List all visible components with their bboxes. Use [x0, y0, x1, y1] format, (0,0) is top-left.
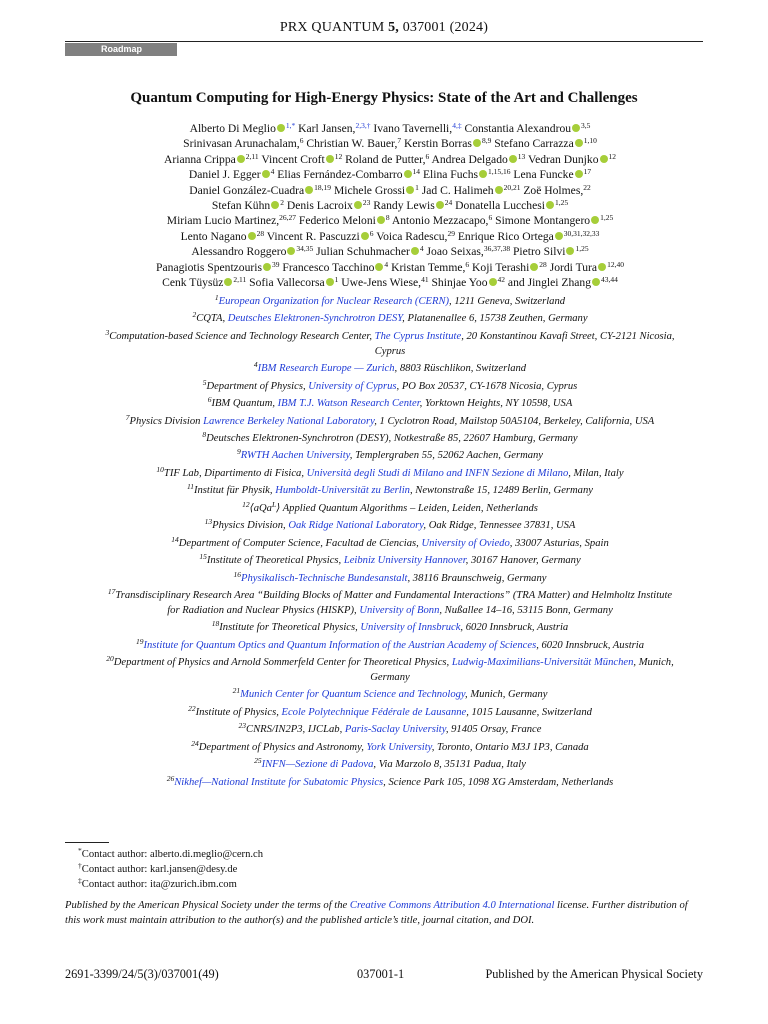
affiliation-marker: 2,11	[245, 151, 259, 161]
author-name: Francesco Tacchino	[279, 260, 375, 274]
affiliation-text: Department of Computer Science, Facultad de Ciencias,	[178, 537, 422, 549]
journal-header	[0, 20, 768, 36]
affiliation-text: Department of Physics,	[206, 380, 309, 392]
author-name: and Jinglei Zhang	[505, 276, 591, 290]
affiliation	[105, 738, 675, 756]
author-row	[90, 213, 690, 228]
footnote-mark: *	[78, 846, 82, 855]
author-row	[90, 183, 690, 198]
affiliation-text: Institut für Physik,	[193, 485, 276, 497]
orcid-icon[interactable]	[224, 278, 232, 286]
author-name: Koji Terashi	[469, 260, 530, 274]
affiliation-marker[interactable]: 2,3,†	[355, 121, 371, 130]
author-name: Srinivasan Arunachalam,	[183, 137, 300, 151]
affiliation-number: 21	[232, 686, 241, 696]
institution-link[interactable]: Università degli Studi di Milano and INFN Sezione di Milano	[306, 467, 569, 479]
affiliation-number: 2	[192, 310, 197, 320]
author-row	[90, 121, 690, 136]
author-row	[90, 198, 690, 213]
institution-link[interactable]: University of Bonn	[359, 604, 440, 616]
orcid-icon[interactable]	[489, 278, 497, 286]
orcid-icon[interactable]	[263, 263, 271, 271]
orcid-icon[interactable]	[404, 170, 412, 178]
author-name: Cenk Tüysüz	[162, 276, 224, 290]
author-name: Arianna Crippa	[163, 152, 236, 166]
author-row	[90, 229, 690, 244]
affiliation-marker: 2,11	[233, 275, 247, 285]
orcid-icon[interactable]	[361, 232, 369, 240]
institution-link[interactable]: Oak Ridge National Laboratory	[288, 520, 424, 532]
affiliation-number: 20	[106, 654, 114, 664]
affiliation-text: ⟨aQa	[249, 502, 272, 514]
affiliation-number: 26	[166, 773, 175, 783]
affiliation-text: , 1 Cyclotron Road, Mailstop 50A5104, Berkeley, California, USA	[374, 415, 655, 427]
author-name: Elina Fuchs	[420, 168, 479, 182]
affiliation-text: , 1015 Lausanne, Switzerland	[466, 706, 592, 718]
orcid-icon[interactable]	[436, 201, 444, 209]
affiliation-marker: 12	[608, 151, 616, 161]
affiliation-number: 18	[211, 619, 220, 629]
orcid-icon[interactable]	[530, 263, 538, 271]
affiliation-list	[105, 295, 675, 790]
affiliation-number: 9	[236, 447, 241, 457]
orcid-icon[interactable]	[591, 216, 599, 224]
affiliation-text: Department of Physics and Arnold Sommerfeld Center for Theoretical Physics,	[113, 657, 452, 669]
affiliation	[105, 688, 675, 703]
affiliation-number: 13	[204, 517, 213, 527]
orcid-icon[interactable]	[377, 216, 385, 224]
orcid-icon[interactable]	[575, 170, 583, 178]
affiliation-marker: 23	[362, 198, 371, 208]
affiliation-text: , 91405 Orsay, France	[445, 724, 542, 736]
affiliation-marker: 1	[334, 275, 339, 285]
orcid-icon[interactable]	[479, 170, 487, 178]
affiliation-marker: 26,27	[279, 213, 297, 223]
affiliation-marker: 3,5	[581, 121, 591, 130]
affiliation-number: 5	[202, 377, 207, 387]
affiliation	[105, 773, 675, 791]
affiliation-marker: 4	[419, 244, 424, 254]
footer-issn: 2691-3399/24/5(3)/037001(49)	[65, 967, 219, 981]
author-name: Miriam Lucio Martinez,	[166, 214, 280, 228]
orcid-icon[interactable]	[277, 124, 285, 132]
affiliation	[105, 636, 675, 654]
affiliation-number: 11	[187, 482, 194, 492]
section-tag: Roadmap	[65, 43, 177, 56]
affiliation-number: 8	[202, 429, 207, 439]
affiliation-text: , 8803 Rüschlikon, Switzerland	[394, 363, 527, 375]
author-name: Daniel J. Egger	[188, 168, 261, 182]
author-name: Vedran Dunjko	[525, 152, 599, 166]
affiliation-marker: 39	[272, 259, 280, 269]
journal-volume: 5,	[388, 20, 399, 35]
affiliation-marker: 8	[385, 213, 390, 223]
affiliation-number: 14	[171, 534, 179, 544]
author-name: Lena Funcke	[510, 168, 574, 182]
affiliation	[105, 362, 675, 377]
author-name: Karl Jansen,	[295, 122, 356, 135]
footnote-mark: †	[78, 860, 82, 870]
affiliation-text: Computation-based Science and Technology Research Center,	[109, 330, 375, 342]
header-rule	[65, 41, 703, 42]
affiliation-number: 1	[214, 293, 219, 302]
affiliation-marker: 1,15,16	[488, 167, 511, 177]
author-name: Pietro Silvi	[510, 245, 566, 259]
affiliation-text: TIF Lab, Dipartimento di Fisica,	[163, 467, 307, 479]
orcid-icon[interactable]	[305, 186, 313, 194]
institution-link[interactable]: The Cyprus Institute	[374, 330, 462, 342]
affiliation	[105, 377, 675, 395]
author-name: Panagiotis Spentzouris	[156, 260, 262, 274]
institution-link[interactable]: Leibniz University Hannover	[343, 555, 466, 567]
affiliation-number: 7	[125, 412, 130, 422]
affiliation-marker: 4	[384, 259, 389, 269]
affiliation-text: , Templergraben 55, 52062 Aachen, Germany	[349, 450, 544, 462]
affiliation	[105, 723, 675, 738]
affiliation-text: , Milan, Italy	[568, 467, 624, 479]
affiliation-text: , Oak Ridge, Tennessee 37831, USA	[423, 520, 576, 532]
author-name: Shinjae Yoo	[428, 276, 488, 290]
orcid-icon[interactable]	[575, 139, 583, 147]
affiliation-marker: 6	[425, 151, 430, 161]
affiliation-text: , Newtonstraße 15, 12489 Berlin, Germany	[409, 485, 593, 497]
institution-link[interactable]: Munich Center for Quantum Science and Technology	[240, 689, 466, 701]
affiliation-marker: 1,25	[575, 244, 589, 254]
affiliation-marker: 29	[447, 228, 455, 238]
author-row	[90, 167, 690, 182]
affiliation	[105, 484, 675, 499]
affiliation-text: , 33007 Asturias, Spain	[509, 537, 609, 549]
affiliation-number: 6	[207, 395, 212, 405]
footer-page-number: 037001-1	[357, 967, 405, 981]
author-name: Alberto Di Meglio	[189, 122, 276, 135]
affiliation-text: , Munich, Germany	[370, 657, 674, 683]
affiliation-number: 12	[242, 499, 250, 509]
orcid-icon[interactable]	[600, 155, 608, 163]
author-row	[90, 244, 690, 259]
orcid-icon[interactable]	[237, 155, 245, 163]
author-name: Constantia Alexandrou	[461, 122, 572, 135]
affiliation-marker: 30,31,32,33	[563, 228, 600, 238]
author-name: Donatella Lucchesi	[452, 199, 545, 213]
affiliation-marker: 34,35	[296, 244, 314, 254]
institution-link[interactable]: Lawrence Berkeley National Laboratory	[203, 415, 375, 427]
author-name: Uwe-Jens Wiese,	[338, 276, 422, 290]
institution-link[interactable]: Physikalisch-Technische Bundesanstalt	[241, 572, 408, 584]
affiliation-text: , Munich, Germany	[465, 689, 548, 701]
affiliation-marker: 13	[517, 151, 526, 161]
author-name: Kerstin Borras	[401, 137, 472, 151]
footnotes	[78, 848, 263, 892]
institution-link[interactable]: Institute for Quantum Optics and Quantum Information of the Austrian Academy of Sciences	[143, 639, 537, 651]
affiliation-marker: 24	[444, 198, 453, 208]
affiliation-text: Physics Division,	[212, 520, 289, 532]
affiliation-text: , 38116 Braunschweig, Germany	[407, 572, 547, 584]
footnote-mark: ‡	[78, 875, 82, 885]
author-name: Roland de Putter,	[342, 152, 426, 166]
orcid-icon[interactable]	[326, 278, 334, 286]
footnote-text: Contact author: karl.jansen@desy.de	[81, 863, 238, 875]
orcid-icon[interactable]	[326, 155, 334, 163]
affiliation-number: 15	[199, 552, 207, 562]
author-name: Sofia Vallecorsa	[246, 276, 325, 290]
affiliation-number: 19	[135, 636, 144, 646]
affiliation-text: , Yorktown Heights, NY 10598, USA	[419, 398, 573, 410]
orcid-icon[interactable]	[598, 263, 606, 271]
affiliation	[105, 312, 675, 327]
affiliation-number: 23	[238, 721, 247, 731]
institution-link[interactable]: University of Cyprus	[308, 380, 397, 392]
affiliation	[105, 412, 675, 430]
affiliation-marker: 14	[412, 167, 421, 177]
affiliation-marker: 28	[256, 228, 265, 238]
author-name: Zoë Holmes,	[520, 183, 584, 197]
affiliation-text: ⟩ Applied Quantum Algorithms – Leiden, Leiden, Netherlands	[276, 502, 538, 514]
orcid-icon[interactable]	[546, 201, 554, 209]
orcid-icon[interactable]	[406, 186, 414, 194]
author-row	[90, 136, 690, 151]
author-name: Michele Grossi	[331, 183, 406, 197]
affiliation	[105, 499, 675, 517]
affiliation-text: , Platanenallee 6, 15738 Zeuthen, Germany	[402, 313, 588, 325]
license-link[interactable]: Creative Commons Attribution 4.0 International	[349, 900, 555, 911]
journal-article: 037001 (2024)	[402, 20, 489, 35]
license-statement	[65, 898, 705, 928]
institution-link[interactable]: University of Innsbruck	[360, 622, 461, 634]
orcid-icon[interactable]	[411, 247, 419, 255]
author-name: Lento Nagano	[180, 229, 247, 243]
author-list	[90, 121, 690, 290]
affiliation-text: , Toronto, Ontario M3J 1P3, Canada	[431, 741, 589, 753]
author-name: Elias Fernández-Combarro	[274, 168, 403, 182]
orcid-icon[interactable]	[473, 139, 481, 147]
affiliation-number: 3	[105, 327, 110, 337]
affiliation-text: CNRS/IN2P3, IJCLab,	[246, 724, 345, 736]
institution-link[interactable]: IBM T.J. Watson Research Center	[277, 398, 420, 410]
affiliation-marker: 41	[421, 275, 429, 285]
footnote	[78, 860, 263, 878]
affiliation-text: , PO Box 20537, CY-1678 Nicosia, Cyprus	[396, 380, 578, 392]
affiliation-marker: 22	[583, 182, 591, 192]
affiliation-marker: 42	[497, 275, 506, 285]
affiliation-number: 10	[156, 464, 164, 474]
affiliation-text: CQTA,	[196, 313, 228, 325]
orcid-icon[interactable]	[509, 155, 517, 163]
affiliation-marker: 20,21	[503, 182, 521, 192]
affiliation-marker: 2	[280, 198, 284, 208]
author-name: Julian Schuhmacher	[313, 245, 410, 259]
orcid-icon[interactable]	[495, 186, 503, 194]
orcid-icon[interactable]	[555, 232, 563, 240]
affiliation-text: Physics Division	[129, 415, 204, 427]
affiliation-number: 24	[191, 738, 199, 748]
affiliation	[105, 397, 675, 412]
affiliation-marker: 28	[539, 259, 547, 269]
institution-link[interactable]: Ecole Polytechnique Fédérale de Lausanne	[281, 706, 467, 718]
footnote	[78, 848, 263, 863]
affiliation-text: , Nußallee 14–16, 53115 Bonn, Germany	[439, 604, 613, 616]
affiliation-text: , 1211 Geneva, Switzerland	[449, 296, 566, 307]
affiliation-text: Department of Physics and Astronomy,	[198, 741, 367, 753]
author-name: Jad C. Halimeh	[418, 183, 494, 197]
institution-link[interactable]: European Organization for Nuclear Research (CERN)	[218, 296, 450, 307]
affiliation-marker: 4	[270, 167, 275, 177]
author-row	[90, 275, 690, 290]
institution-link[interactable]: Humboldt-Universität zu Berlin	[275, 485, 410, 497]
license-text-after: license. Further distribution of this work must maintain attribution to the author(s) and the published article’s title, journal citation, and DOI.	[65, 900, 688, 926]
affiliation-marker: 6	[488, 213, 493, 223]
affiliation-marker: 7	[397, 136, 402, 146]
orcid-icon[interactable]	[271, 201, 279, 209]
institution-link[interactable]: Nikhef—National Institute for Subatomic Physics	[174, 776, 384, 788]
affiliation-marker: 1,25	[600, 213, 614, 223]
author-name: Stefano Carrazza	[491, 137, 574, 151]
affiliation	[105, 621, 675, 636]
institution-link[interactable]: INFN—Sezione di Padova	[261, 759, 374, 771]
affiliation-text: , Via Marzolo 8, 35131 Padua, Italy	[373, 759, 526, 771]
license-text-before: Published by the American Physical Society under the terms of the	[65, 900, 350, 911]
affiliation-marker: 1	[415, 182, 419, 192]
affiliation-number: 17	[107, 587, 116, 597]
affiliation	[105, 449, 675, 464]
orcid-icon[interactable]	[287, 247, 295, 255]
author-name: Daniel González-Cuadra	[189, 183, 305, 197]
institution-link[interactable]: Paris-Saclay University	[344, 724, 446, 736]
affiliation	[105, 589, 675, 618]
author-name: Antonio Mezzacapo,	[389, 214, 489, 228]
author-name: Randy Lewis	[370, 199, 435, 213]
paper-title: Quantum Computing for High-Energy Physics: State of the Art and Challenges	[130, 90, 638, 106]
affiliation-marker: 43,44	[601, 275, 618, 285]
affiliation	[105, 429, 675, 447]
author-name: Jordi Tura	[546, 260, 598, 274]
author-name: Ivano Tavernelli,	[370, 122, 453, 135]
orcid-icon[interactable]	[375, 263, 383, 271]
affiliation-marker: 36,37,38	[483, 244, 511, 254]
institution-link[interactable]: Deutsches Elektronen-Synchrotron DESY	[227, 313, 403, 325]
author-row	[90, 152, 690, 167]
author-name: Simone Montangero	[492, 214, 591, 228]
author-row	[90, 260, 690, 275]
author-name: Andrea Delgado	[429, 152, 508, 166]
orcid-icon[interactable]	[572, 124, 580, 132]
journal-name: PRX QUANTUM	[279, 20, 385, 35]
author-name: Vincent Croft	[258, 152, 325, 166]
author-name: Vincent R. Pascuzzi	[264, 229, 360, 243]
affiliation-marker: 6	[465, 259, 470, 269]
orcid-icon[interactable]	[592, 278, 600, 286]
affiliation-marker[interactable]: 1,*	[285, 121, 296, 130]
footnote-text: Contact author: alberto.di.meglio@cern.ch	[81, 849, 264, 860]
affiliation-number: 16	[233, 569, 242, 579]
affiliation	[105, 519, 675, 534]
orcid-icon[interactable]	[248, 232, 256, 240]
affiliation-marker: 8,9	[481, 136, 492, 146]
affiliation	[105, 703, 675, 721]
footnote-rule	[65, 842, 109, 843]
affiliation	[105, 758, 675, 773]
affiliation-text: Institute of Physics,	[195, 706, 282, 718]
affiliation-marker: 17	[583, 167, 592, 177]
institution-link[interactable]: RWTH Aachen University	[240, 450, 350, 462]
orcid-icon[interactable]	[566, 247, 574, 255]
institution-link[interactable]: York University	[366, 741, 432, 753]
author-name: Denis Lacroix	[283, 199, 353, 213]
affiliation-number: 22	[188, 703, 196, 713]
footer-publisher: Published by the American Physical Society	[485, 967, 703, 981]
affiliation-marker: 1,10	[583, 136, 597, 146]
affiliation-text: Institute of Theoretical Physics,	[206, 555, 344, 567]
author-name: Federico Meloni	[296, 214, 376, 228]
affiliation-marker: 18,19	[314, 182, 332, 192]
affiliation	[105, 554, 675, 569]
affiliation-text: L	[271, 499, 277, 509]
affiliation-text: Deutsches Elektronen-Synchrotron (DESY), Notkestraße 85, 22607 Hamburg, Germany	[206, 432, 578, 444]
author-name: Enrique Rico Ortega	[454, 229, 554, 243]
affiliation-text: , 6020 Innsbruck, Austria	[460, 622, 569, 634]
affiliation-number: 25	[254, 756, 262, 766]
affiliation	[105, 327, 675, 359]
affiliation-marker: 6	[369, 228, 374, 238]
author-name: Voica Radescu,	[373, 229, 448, 243]
orcid-icon[interactable]	[354, 201, 362, 209]
institution-link[interactable]: IBM Research Europe — Zurich	[257, 363, 395, 375]
affiliation-text: , Science Park 105, 1098 XG Amsterdam, Netherlands	[383, 776, 614, 788]
affiliation-text: , 6020 Innsbruck, Austria	[536, 639, 645, 651]
affiliation-marker: 12	[334, 151, 343, 161]
affiliation-marker: 1,25	[554, 198, 569, 208]
author-name: Stefan Kühn	[211, 199, 271, 213]
affiliation-text: , 30167 Hanover, Germany	[465, 555, 581, 567]
affiliation	[105, 534, 675, 552]
affiliation-text: IBM Quantum,	[211, 398, 278, 410]
affiliation-text: Institute for Theoretical Physics,	[219, 622, 361, 634]
affiliation	[105, 656, 675, 685]
orcid-icon[interactable]	[262, 170, 270, 178]
affiliation-marker[interactable]: 4,‡	[452, 121, 462, 130]
author-name: Joao Seixas,	[423, 245, 484, 259]
affiliation-marker: 6	[299, 136, 304, 146]
affiliation	[105, 464, 675, 482]
affiliation	[105, 295, 675, 310]
affiliation-text: Transdisciplinary Research Area “Building Blocks of Matter and Fundamental Interactions” (TRA Matter) and Helmholtz Institute for Radiation and Nuclear Physics (HISKP),	[115, 590, 673, 616]
author-name: Alessandro Roggero	[191, 245, 287, 259]
author-name: Kristan Temme,	[388, 260, 466, 274]
affiliation-number: 4	[253, 360, 258, 370]
institution-link[interactable]: Ludwig-Maximilians-Universität München	[451, 657, 634, 669]
footnote-text: Contact author: ita@zurich.ibm.com	[81, 878, 237, 890]
affiliation-text: , 20 Konstantinou Kavafi Street, CY-2121 Nicosia, Cyprus	[374, 330, 675, 357]
author-name: Christian W. Bauer,	[303, 137, 398, 151]
affiliation-marker: 12,40	[607, 259, 624, 269]
footnote	[78, 875, 263, 893]
institution-link[interactable]: University of Oviedo	[421, 537, 510, 549]
affiliation	[105, 569, 675, 587]
